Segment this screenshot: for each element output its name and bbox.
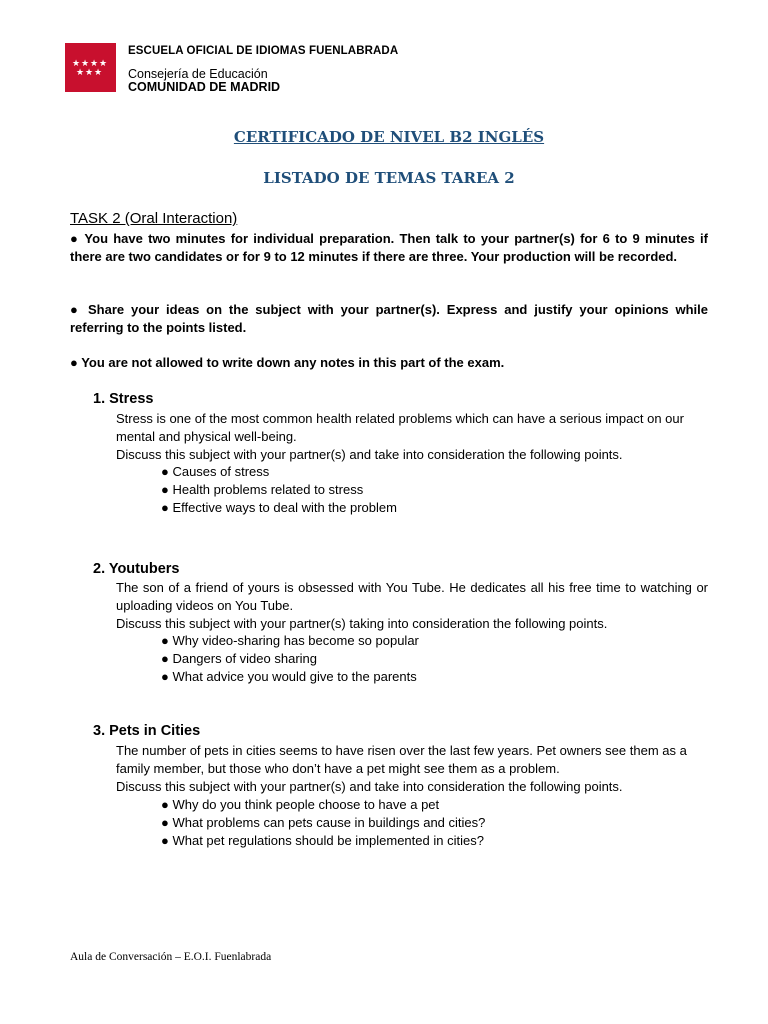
- topic-discuss: Discuss this subject with your partner(s) taking into consideration the following points.: [116, 616, 608, 631]
- topic-description: The son of a friend of yours is obsessed with You Tube. He dedicates all his free time to watching or uploading videos on You Tube.: [116, 580, 708, 613]
- list-item: ● Effective ways to deal with the problem: [161, 499, 397, 515]
- topic-description: The number of pets in cities seems to have risen over the last few years. Pet owners see them as a family member, but those who don’t have a pet might see them as a problem.: [116, 743, 687, 776]
- topic-discuss: Discuss this subject with your partner(s) and take into consideration the following points.: [116, 447, 623, 462]
- instruction-paragraph: ● You have two minutes for individual preparation. Then talk to your partner(s) for 6 to 9 minutes if there are two candidates or for 9 to 12 minutes if there are three. Your production will be recorded.: [70, 231, 708, 264]
- svg-text:★: ★: [94, 68, 103, 78]
- topic-points: [161, 463, 397, 516]
- topic-discuss: Discuss this subject with your partner(s) and take into consideration the following points.: [116, 779, 623, 794]
- list-item: ● What problems can pets cause in buildings and cities?: [161, 814, 486, 830]
- instruction-paragraph: ● Share your ideas on the subject with your partner(s). Express and justify your opinions while referring to the points listed.: [70, 302, 708, 335]
- svg-text:★: ★: [81, 59, 90, 69]
- list-item: ● Why do you think people choose to have a pet: [161, 797, 440, 812]
- svg-text:★: ★: [99, 59, 108, 69]
- svg-text:★: ★: [85, 68, 94, 78]
- topic-points: [161, 632, 419, 685]
- topic-title: 3. Pets in Cities: [93, 723, 201, 739]
- task-heading: TASK 2 (Oral Interaction): [70, 210, 238, 227]
- page-subtitle: LISTADO DE TEMAS TAREA 2: [263, 169, 515, 187]
- madrid-logo: [65, 43, 116, 92]
- region-name: COMUNIDAD DE MADRID: [128, 80, 281, 94]
- instruction-paragraph: ● You are not allowed to write down any notes in this part of the exam.: [70, 355, 505, 370]
- list-item: ● Health problems related to stress: [161, 481, 364, 497]
- list-item: ● Causes of stress: [161, 464, 270, 479]
- svg-text:★: ★: [90, 59, 99, 69]
- list-item: ● Why video-sharing has become so popular: [161, 633, 419, 648]
- topic-points: [161, 796, 485, 849]
- list-item: ● What pet regulations should be implemented in cities?: [161, 832, 484, 848]
- department-name: Consejería de Educación: [128, 67, 268, 81]
- topic-title: 1. Stress: [93, 391, 154, 407]
- school-name: ESCUELA OFICIAL DE IDIOMAS FUENLABRADA: [128, 45, 399, 57]
- page-title: CERTIFICADO DE NIVEL B2 INGLÉS: [233, 128, 545, 146]
- stars-icon: [65, 43, 116, 92]
- list-item: ● What advice you would give to the parents: [161, 668, 417, 684]
- svg-text:★: ★: [76, 68, 85, 78]
- svg-text:★: ★: [72, 59, 81, 69]
- page-footer: Aula de Conversación – E.O.I. Fuenlabrada: [70, 951, 272, 963]
- topic-description: Stress is one of the most common health related problems which can have a serious impact on our mental and physical well-being.: [116, 411, 684, 444]
- topic-title: 2. Youtubers: [93, 561, 180, 577]
- list-item: ● Dangers of video sharing: [161, 650, 317, 666]
